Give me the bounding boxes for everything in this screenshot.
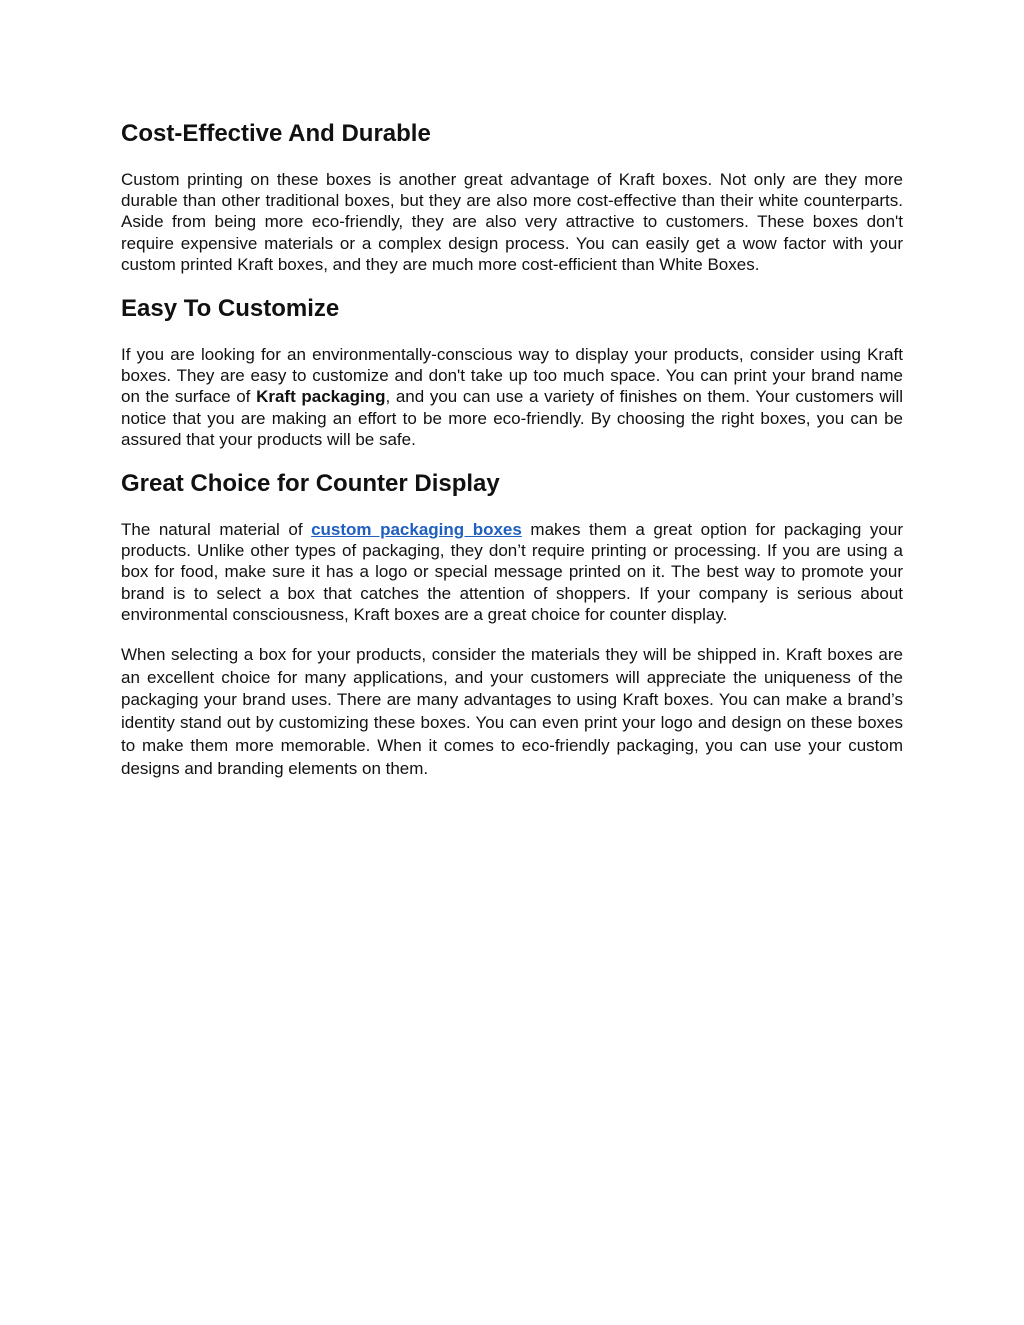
paragraph-text: If you are looking for an environmentally-conscious way to display your products, consider using Kraft boxes. They are easy to customize and don't take up too much space. You can print your brand name on the surface of xyxy=(121,345,903,407)
paragraph-cost-effective: Custom printing on these boxes is another great advantage of Kraft boxes. Not only are they more durable than other traditional boxes, but they are also more cost-effective than their white counterparts. Aside from being more eco-friendly, they are also very attractive to customers. These boxes don't require expensive materials or a complex design process. You can easily get a wow factor with your custom printed Kraft boxes, and they are much more cost-efficient than White Boxes. xyxy=(121,170,903,274)
heading-cost-effective: Cost-Effective And Durable xyxy=(121,120,431,147)
heading-easy-to-customize: Easy To Customize xyxy=(121,295,340,323)
paragraph-selecting-box: When selecting a box for your products, consider the materials they will be shipped in. Kraft boxes are an excellent choice for many applications, and your customers will appreciate the uniqueness of the packaging your brand uses. There are many advantages to using Kraft boxes. You can make a brand’s identity stand out by customizing these boxes. You can even print your logo and design on these boxes to make them more memorable. When it comes to eco-friendly packaging, you can use your custom designs and branding elements on them. xyxy=(121,645,903,778)
paragraph-counter-display xyxy=(121,519,903,625)
document-page xyxy=(121,118,903,780)
paragraph-text: The natural material of xyxy=(121,520,312,540)
custom-packaging-boxes-link[interactable]: custom packaging boxes xyxy=(311,520,522,540)
paragraph-easy-to-customize xyxy=(121,344,903,450)
paragraph-text: makes them a great option for packaging your products. Unlike other types of packaging, they don’t require printing or processing. If you are using a box for food, make sure it has a logo or special message printed on it. The best way to promote your brand is to select a box that catches the attention of shoppers. If your company is serious about environmental consciousness, Kraft boxes are a great choice for counter display. xyxy=(121,520,903,624)
paragraph-text: , and you can use a variety of finishes on them. Your customers will notice that you are making an effort to be more eco-friendly. By choosing the right boxes, you can be assured that your products will be safe. xyxy=(121,387,903,449)
heading-counter-display: Great Choice for Counter Display xyxy=(121,470,500,498)
bold-kraft-packaging: Kraft packaging xyxy=(256,387,386,407)
